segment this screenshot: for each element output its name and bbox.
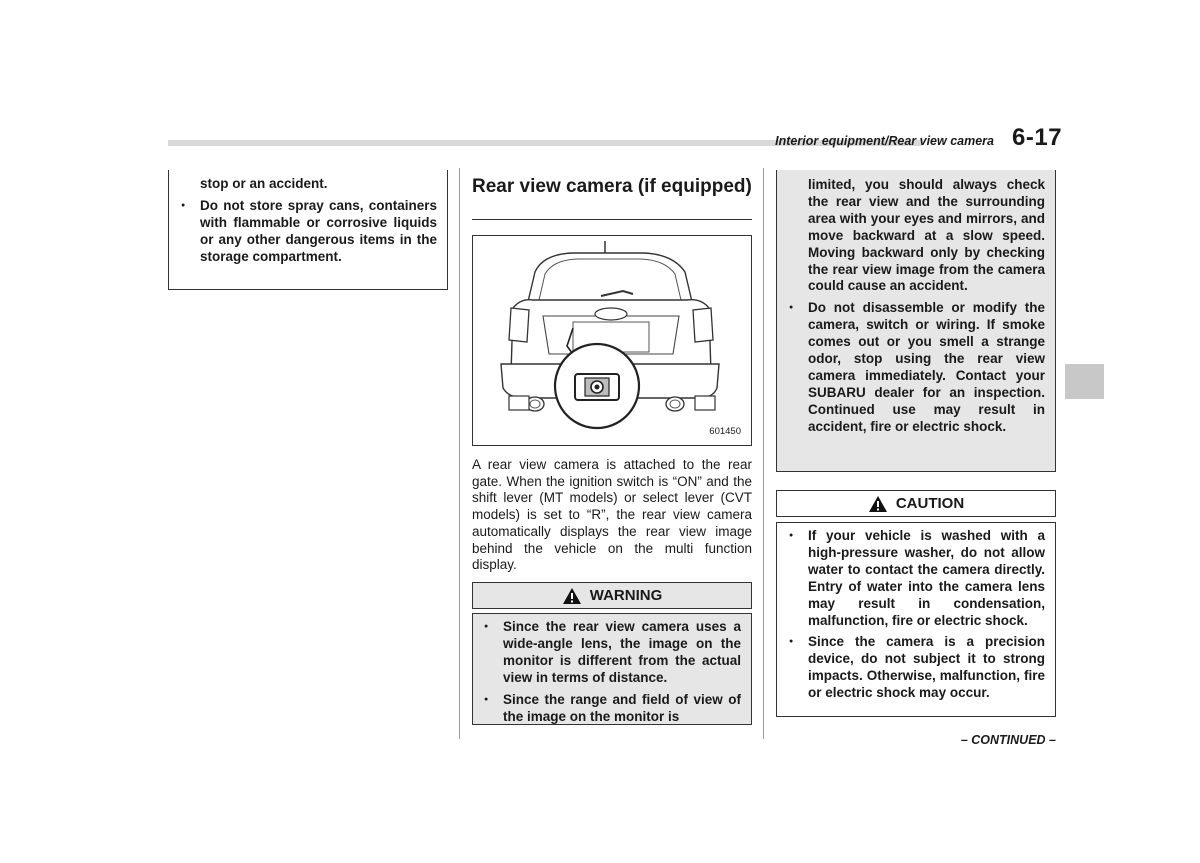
list-item: ● Since the rear view camera uses a wide-angle lens, the image on the monitor is different from the actual view in terms of distance.	[478, 619, 741, 687]
column-divider	[763, 168, 764, 739]
list-item: limited, you should always check the rear view and the surrounding area with your eyes and mirrors, and move backward at a slow speed. Moving backward only by checking the rear view image from the camera could cause an accident.	[808, 177, 1045, 294]
list-item: ● Since the camera is a precision device, do not subject it to strong impacts. Otherwise, malfunction, fire or electric shock may occur.	[783, 634, 1045, 702]
page-number: 6-17	[1012, 124, 1063, 151]
list-item: ● If your vehicle is washed with a high-pressure washer, do not allow water to contact the camera directly. Entry of water into the camera lens may result in condensation, malfunction, fire or electric shock.	[783, 528, 1045, 629]
chapter-tab	[1065, 364, 1104, 399]
warning-label: WARNING	[589, 587, 663, 604]
list-item: ● Do not store spray cans, containers with flammable or corrosive liquids or any other dangerous items in the storage compartment.	[175, 198, 437, 266]
list-item: ● Since the range and field of view of the image on the monitor is	[478, 692, 741, 726]
hazard-triangle-icon	[868, 495, 888, 513]
caution-label-box	[776, 490, 1056, 517]
section-title: Rear view camera (if equipped)	[472, 176, 752, 197]
warning-label-box	[472, 582, 752, 609]
running-header: Interior equipment/Rear view camera	[775, 134, 994, 148]
body-paragraph: A rear view camera is attached to the rear gate. When the ignition switch is “ON” and the shift lever (MT models) or select lever (CVT models) is set to “R”, the rear view camera automatically displays the rear view image behind the vehicle on the multi function display.	[472, 457, 752, 573]
caution-list	[783, 528, 1045, 702]
figure-id: 601450	[709, 426, 741, 437]
left-warning-list	[175, 176, 437, 266]
list-item: ● Do not disassemble or modify the camera, switch or wiring. If smoke comes out or you smell a strange odor, stop using the rear view camera immediately. Contact your SUBARU dealer for an inspection. Continued use may result in accident, fire or electric shock.	[783, 300, 1045, 435]
hazard-triangle-icon	[562, 587, 582, 605]
caution-body	[776, 522, 1056, 717]
column-divider	[459, 168, 460, 739]
continued-marker: – CONTINUED –	[960, 733, 1056, 747]
warning-continuation-list	[783, 177, 1045, 436]
rear-car-camera-illustration	[473, 236, 751, 445]
list-item: stop or an accident.	[200, 176, 328, 191]
title-rule	[472, 219, 752, 220]
caution-label: CAUTION	[895, 495, 965, 512]
warning-list	[478, 619, 741, 725]
left-warning-continuation	[168, 170, 448, 290]
rear-camera-figure	[472, 235, 752, 446]
warning-body	[472, 613, 752, 725]
warning-continuation	[776, 170, 1056, 472]
